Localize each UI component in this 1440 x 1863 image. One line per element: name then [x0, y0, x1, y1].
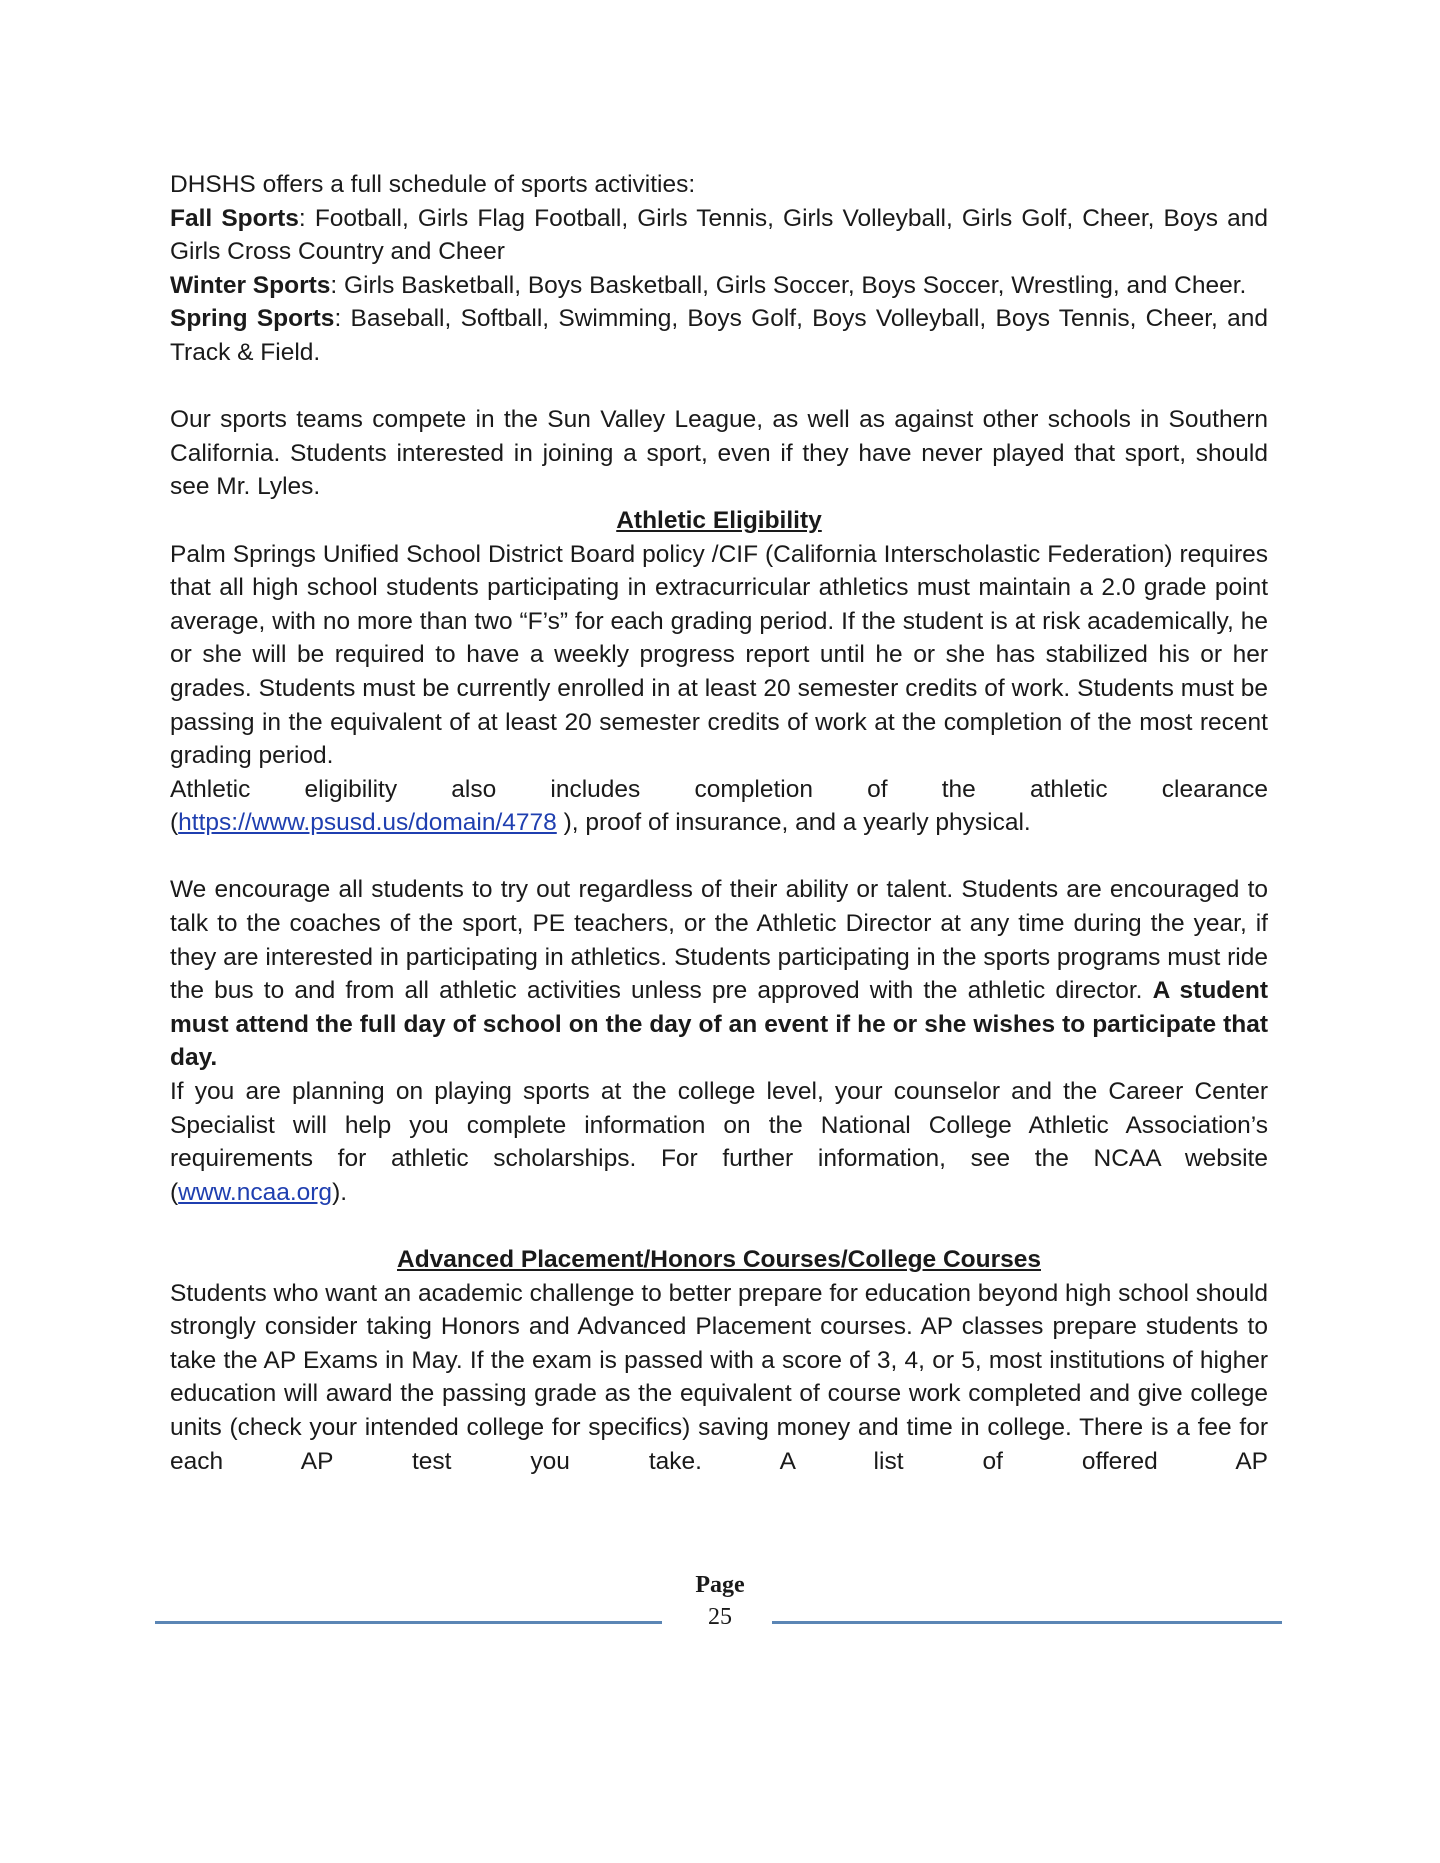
eligibility-policy-paragraph: Palm Springs Unified School District Board policy /CIF (California Interscholastic Federation) requires that all high school students participating in extracurricular athletics must maintain a 2.0 grade point average, with no more than two “F’s” for each grading period. If the student is at risk academically, he or she will be required to have a weekly progress report until he or she has stabilized his or her grades. Students must be currently enrolled in at least 20 semester credits of work. Students must be passing in the equivalent of at least 20 semester credits of work at the completion of the most recent grading period.: [170, 540, 1268, 770]
league-paragraph: Our sports teams compete in the Sun Valley League, as well as against other schools in Southern California. Students interested in joining a sport, even if they have never played that sport, should see Mr. Lyles.: [170, 406, 1268, 501]
spacer: [170, 370, 1268, 404]
sports-intro: DHSHS offers a full schedule of sports activities:: [170, 171, 696, 198]
clearance-rest: ), proof of insurance, and a yearly physical.: [556, 809, 1031, 837]
footer-page-number: 25: [708, 1604, 732, 1630]
advanced-placement-heading: Advanced Placement/Honors Courses/College Courses: [397, 1246, 1041, 1273]
footer-page-label: Page: [695, 1572, 745, 1598]
footer-rule-right: [772, 1621, 1282, 1624]
encourage-bold-text: A student must attend the full day of school on the day of an event if he or she wishes to participate that day.: [170, 977, 1268, 1072]
page-body: [170, 168, 1268, 1478]
spring-sports-label: Spring Sports: [170, 305, 335, 333]
athletic-eligibility-heading: Athletic Eligibility: [616, 506, 822, 534]
footer-rule-left: [155, 1621, 662, 1624]
fall-sports-line: [170, 202, 1268, 269]
encourage-text: We encourage all students to try out regardless of their ability or talent. Students are encouraged to talk to the coaches of the sport, PE teachers, or the Athletic Director at any time during the year, if they are interested in participating in athletics. Students participating in the sports programs must ride the bus to and from all athletic activities unless pre approved with the athletic director.: [170, 876, 1268, 1005]
winter-sports-label: Winter Sports: [170, 271, 331, 299]
ncaa-link[interactable]: www.ncaa.org: [178, 1178, 333, 1206]
winter-sports-line: [170, 269, 1268, 303]
college-end: ).: [332, 1178, 348, 1206]
college-paragraph: [170, 1075, 1268, 1209]
spring-sports-text: : Baseball, Softball, Swimming, Boys Golf, Boys Volleyball, Boys Tennis, Cheer, and Track & Field.: [170, 305, 1268, 366]
winter-sports-text: : Girls Basketball, Boys Basketball, Girls Soccer, Boys Soccer, Wrestling, and Cheer.: [330, 271, 1247, 299]
clearance-link[interactable]: https://www.psusd.us/domain/4778: [178, 809, 557, 837]
college-text: If you are planning on playing sports at the college level, your counselor and the Career Center Specialist will help you complete information on the National College Athletic Association’s requirements for athletic scholarships. For further information, see the NCAA website (: [170, 1078, 1268, 1206]
fall-sports-text: : Football, Girls Flag Football, Girls Tennis, Girls Volleyball, Girls Golf, Cheer, Boys and Girls Cross Country and Cheer: [170, 204, 1269, 266]
fall-sports-label: Fall Sports: [170, 204, 299, 232]
spring-sports-line: [170, 302, 1268, 369]
advanced-placement-paragraph: Students who want an academic challenge to better prepare for education beyond high school should strongly consider taking Honors and Advanced Placement courses. AP classes prepare students to take the AP Exams in May. If the exam is passed with a score of 3, 4, or 5, most institutions of higher education will award the passing grade as the equivalent of course work completed and give college units (check your intended college for specifics) saving money and time in college. There is a fee for each AP test you take. A list of offered AP: [170, 1279, 1268, 1475]
clearance-link-line: [170, 806, 1268, 840]
spacer: [170, 840, 1268, 874]
clearance-line: Athletic eligibility also includes completion of the athletic clearance: [170, 775, 1268, 803]
spacer: [170, 1209, 1268, 1243]
clearance-open-paren: (: [170, 809, 179, 837]
encourage-paragraph: [170, 873, 1268, 1075]
